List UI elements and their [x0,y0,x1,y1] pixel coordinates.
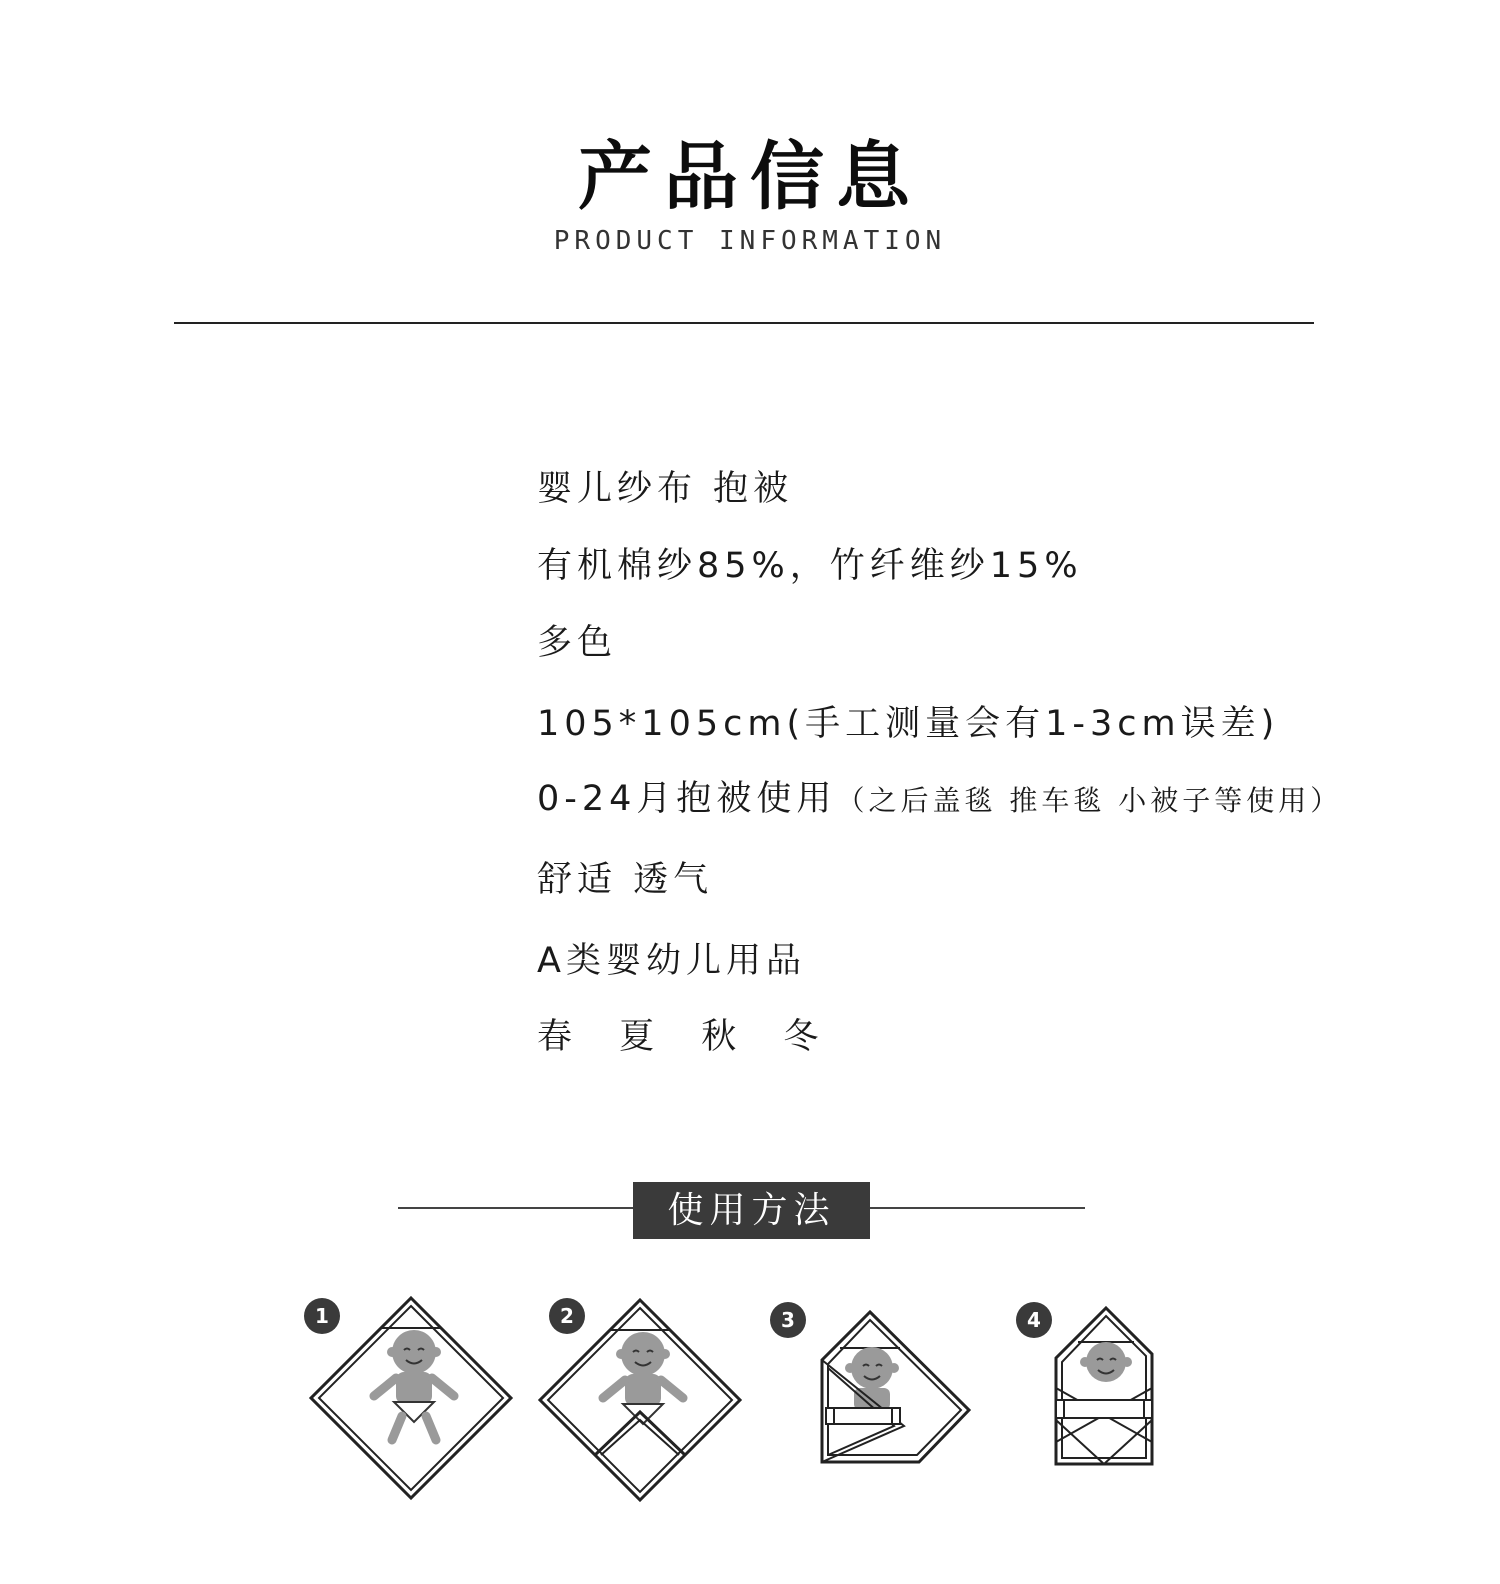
swaddle-step-1-icon [296,1290,536,1520]
page-title: 产品信息 [578,134,922,220]
info-value: 春 夏 秋 冬 [537,1017,837,1057]
swaddle-step-3-icon [754,1290,994,1520]
swaddle-step-2-icon [525,1290,765,1520]
step-number: 1 [315,1304,329,1328]
info-value: 多色 [537,623,618,663]
swaddle-step-4-icon [1000,1290,1240,1520]
age-value: 0-24月抱被使用 [537,779,837,819]
step-number: 4 [1027,1308,1041,1332]
info-value: A类婴幼儿用品 [537,941,806,981]
page-subtitle: PRODUCT INFORMATION [553,226,947,256]
step-number: 3 [781,1308,795,1332]
info-value: 舒适 透气 [537,860,714,900]
age-note: （之后盖毯 推车毯 小被子等使用） [836,784,1343,817]
usage-rule-right [869,1207,1085,1209]
info-value: 婴儿纱布 抱被 [537,469,794,509]
divider [174,322,1314,324]
usage-title: 使用方法 [633,1182,870,1239]
step-number: 2 [560,1304,574,1328]
info-value [537,771,1342,821]
info-value: 有机棉纱85%，竹纤维纱15% [537,546,1083,586]
usage-rule-left [398,1207,634,1209]
info-value: 105*105cm(手工测量会有1-3cm误差) [537,704,1280,744]
